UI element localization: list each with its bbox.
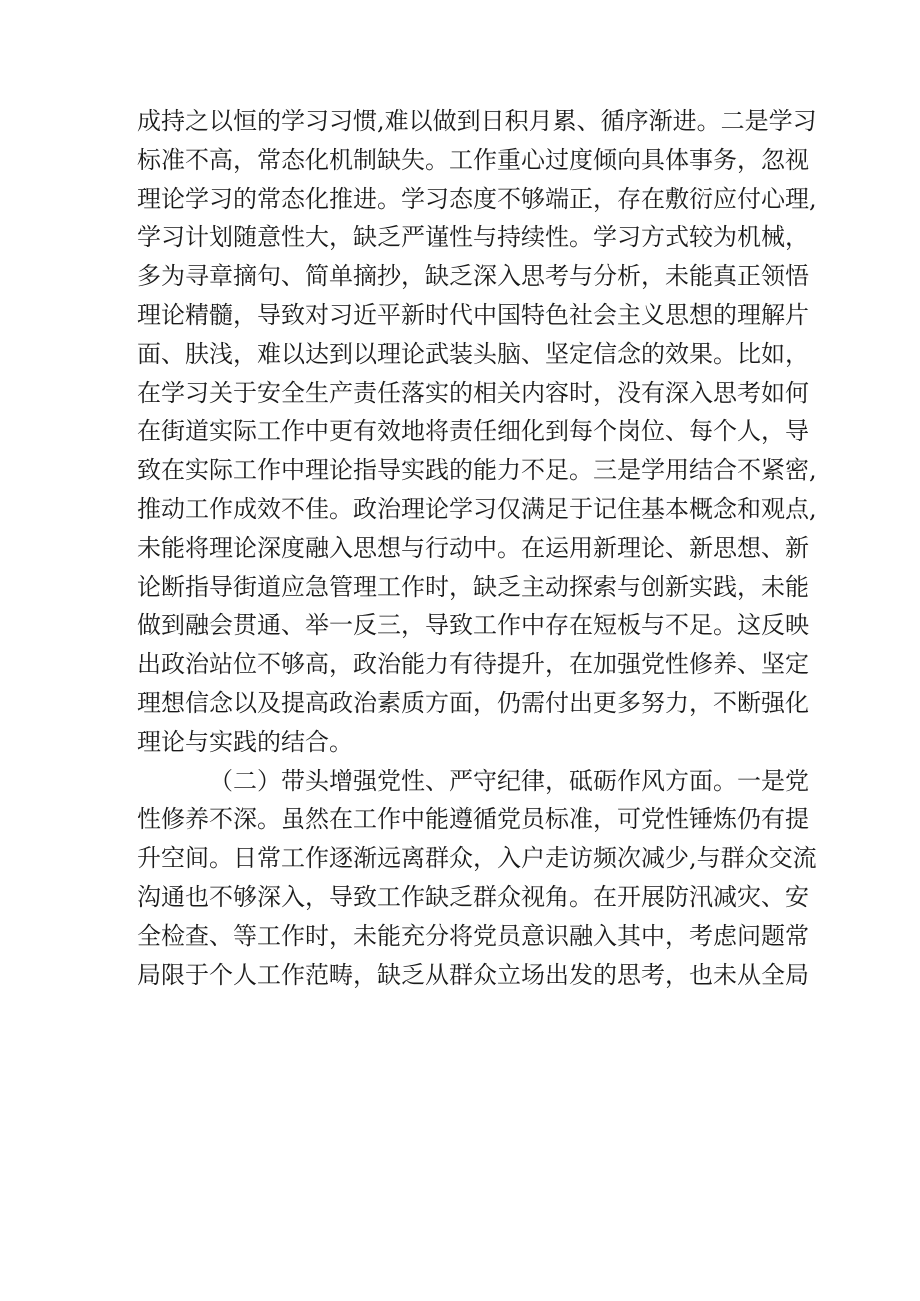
paragraph-2 [137,762,817,995]
text-line: 理论精髓，导致对习近平新时代中国特色社会主义思想的理解片 [137,300,809,329]
text-line: 理论与实践的结合。 [137,727,353,756]
text-line: 多为寻章摘句、简单摘抄，缺乏深入思考与分析，未能真正领悟 [137,262,809,291]
text-line: 理想信念以及提高政治素质方面，仍需付出更多努力，不断强化 [137,688,809,717]
text-line: 标准不高，常态化机制缺失。工作重心过度倾向具体事务，忽视 [137,145,809,174]
text-line: 未能将理论深度融入思想与行动中。在运用新理论、新思想、新 [137,533,809,562]
section-heading-line: （二）带头增强党性、严守纪律，砥砺作风方面。一是党 [209,766,809,795]
text-line: 在学习关于安全生产责任落实的相关内容时，没有深入思考如何 [137,378,809,407]
text-line: 面、肤浅，难以达到以理论武装头脑、坚定信念的效果。比如， [137,339,809,368]
text-line: 成持之以恒的学习习惯,难以做到日积月累、循序渐进。二是学习 [137,107,817,135]
text-line: 沟通也不够深入，导致工作缺乏群众视角。在开展防汛减灾、安 [137,882,809,911]
text-line: 做到融会贯通、举一反三，导致工作中存在短板与不足。这反映 [137,611,809,640]
body-text [137,102,817,994]
text-line: 出政治站位不够高，政治能力有待提升，在加强党性修养、坚定 [137,650,809,679]
text-line: 升空间。日常工作逐渐远离群众，入户走访频次减少,与群众交流 [137,844,817,873]
paragraph-1 [137,102,817,762]
text-line: 全检查、等工作时，未能充分将党员意识融入其中，考虑问题常 [137,921,809,950]
text-line: 推动工作成效不佳。政治理论学习仅满足于记住基本概念和观点, [137,494,817,523]
text-line: 论断指导街道应急管理工作时，缺乏主动探索与创新实践，未能 [137,572,809,601]
text-line: 性修养不深。虽然在工作中能遵循党员标准，可党性锤炼仍有提 [137,805,809,834]
text-line: 在街道实际工作中更有效地将责任细化到每个岗位、每个人，导 [137,417,809,446]
text-line: 致在实际工作中理论指导实践的能力不足。三是学用结合不紧密, [137,456,817,485]
text-line: 理论学习的常态化推进。学习态度不够端正，存在敷衍应付心理, [137,184,817,213]
text-line: 局限于个人工作范畴，缺乏从群众立场出发的思考，也未从全局 [137,960,809,989]
text-line: 学习计划随意性大，缺乏严谨性与持续性。学习方式较为机械， [137,223,809,252]
